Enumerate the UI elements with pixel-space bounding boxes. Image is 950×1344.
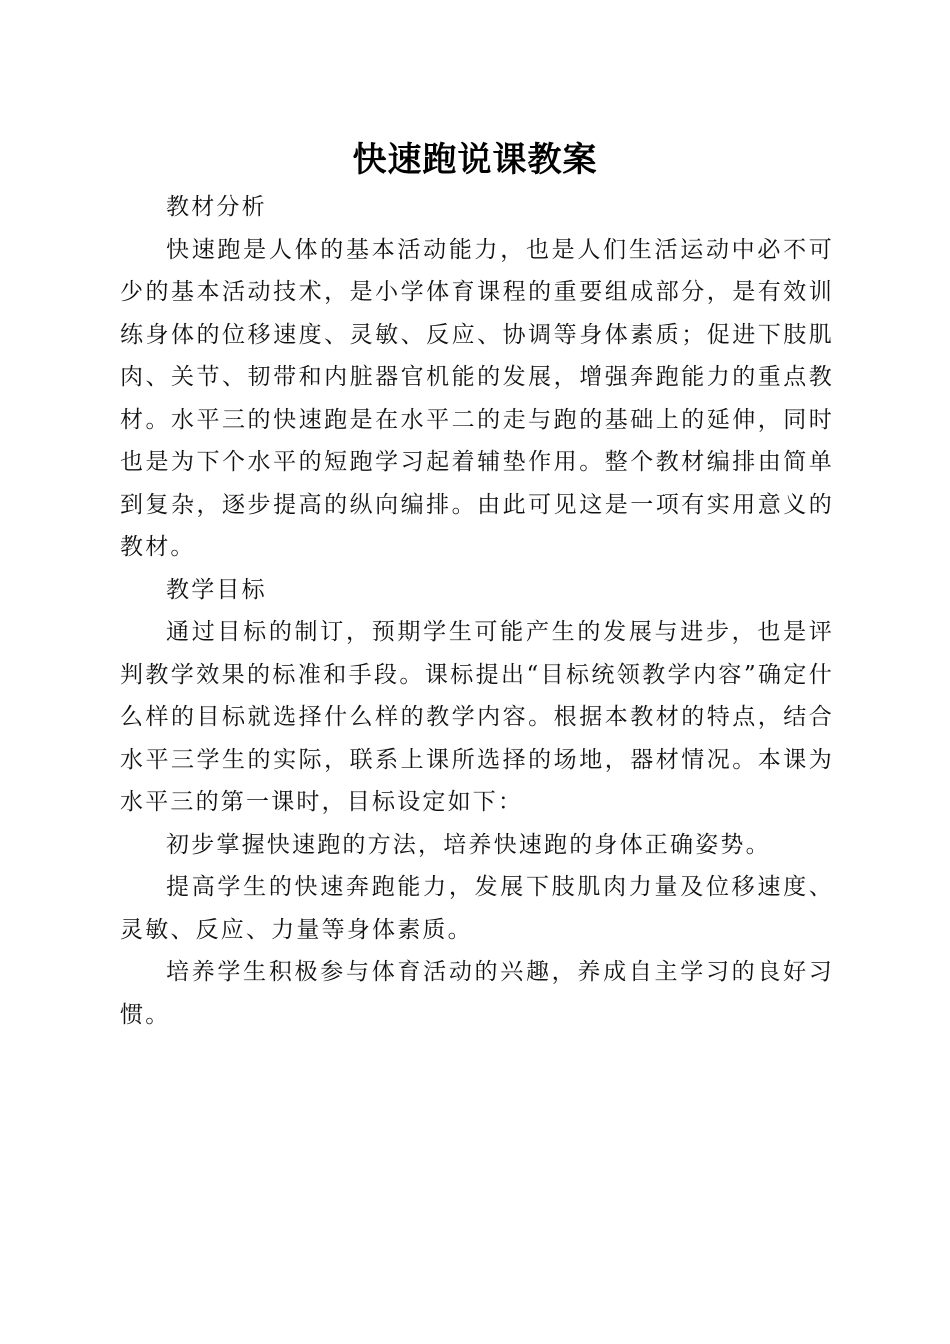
section-heading-teaching-goals: 教学目标 <box>166 576 267 603</box>
paragraph-material-analysis: 快速跑是人体的基本活动能力，也是人们生活运动中必不可少的基本活动技术，是小学体育课程的重要组成部分，是有效训练身体的位移速度、灵敏、反应、协调等身体素质；促进下肢肌肉、关节、韧带和内脏器官机能的发展，增强奔跑能力的重点教材。水平三的快速跑是在水平二的走与跑的基础上的延伸，同时也是为下个水平的短跑学习起着辅垫作用。整个教材编排由简单到复杂，逐步提高的纵向编排。由此可见这是一项有实用意义的教材。 <box>120 236 834 560</box>
goal-item-3: 培养学生积极参与体育活动的兴趣，养成自主学习的良好习惯。 <box>120 959 834 1028</box>
goal-item-2: 提高学生的快速奔跑能力，发展下肢肌肉力量及位移速度、灵敏、反应、力量等身体素质。 <box>120 874 834 943</box>
document-title: 快速跑说课教案 <box>352 140 598 180</box>
paragraph-teaching-goals: 通过目标的制订，预期学生可能产生的发展与进步，也是评判教学效果的标准和手段。课标提出“目标统领教学内容”确定什么样的目标就选择什么样的教学内容。根据本教材的特点，结合水平三学生的实际，联系上课所选择的场地，器材情况。本课为水平三的第一课时，目标设定如下： <box>120 619 834 815</box>
goal-item-1: 初步掌握快速跑的方法，培养快速跑的身体正确姿势。 <box>166 831 771 858</box>
section-heading-material-analysis: 教材分析 <box>166 194 267 220</box>
document-body <box>120 186 834 1036</box>
